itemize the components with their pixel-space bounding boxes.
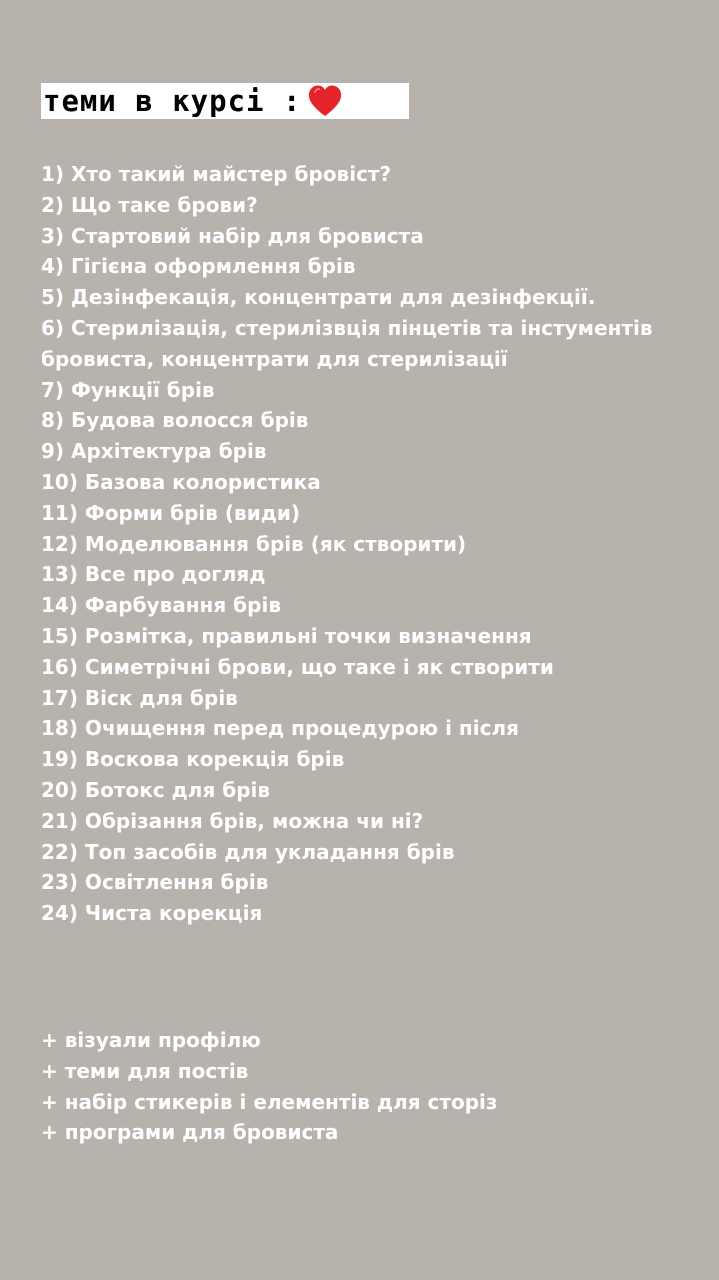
heart-icon [307,84,343,118]
list-item: 13) Все про догляд [41,562,266,587]
list-item: 17) Віск для брів [41,685,238,710]
list-item: 22) Топ засобів для укладання брів [41,839,455,864]
list-item: 6) Стерилізація, стерилізвція пінцетів та інстументів бровиста, концентрати для стерилізації [41,315,653,371]
list-item: 3) Стартовий набір для бровиста [41,223,424,248]
list-item: 11) Форми брів (види) [41,500,301,525]
list-item: 14) Фарбування брів [41,593,281,618]
list-item: + набір стикерів і елементів для сторіз [41,1089,498,1114]
list-item: 5) Дезінфекація, концентрати для дезінфекції. [41,285,596,310]
extras-list [41,1025,681,1148]
list-item: 10) Базова колористика [41,469,321,494]
list-item: 19) Воскова корекція брів [41,747,345,772]
list-item: 24) Чиста корекція [41,901,263,926]
list-item: 7) Функції брів [41,377,215,402]
list-item: + програми для бровиста [41,1120,339,1145]
story-title: теми в курсі : [43,84,302,118]
list-item: + теми для постів [41,1058,249,1083]
list-item: + візуали профілю [41,1028,261,1052]
list-item: 12) Моделювання брів (як створити) [41,531,467,556]
topics-list [41,159,681,929]
list-item: 23) Освітлення брів [41,870,269,895]
list-item: 18) Очищення перед процедурою і після [41,716,519,741]
list-item: 15) Розмітка, правильні точки визначення [41,623,532,648]
list-item: 4) Гігієна оформлення брів [41,254,356,279]
list-item: 20) Ботокс для брів [41,777,271,802]
list-item: 1) Хто такий майстер бровіст? [41,162,392,186]
list-item: 16) Симетрічні брови, що таке і як створити [41,654,554,679]
list-item: 2) Що таке брови? [41,192,258,217]
list-item: 9) Архітектура брів [41,439,267,464]
title-label [41,83,409,119]
list-item: 21) Обрізання брів, можна чи ні? [41,808,424,833]
list-item: 8) Будова волосся брів [41,408,309,433]
